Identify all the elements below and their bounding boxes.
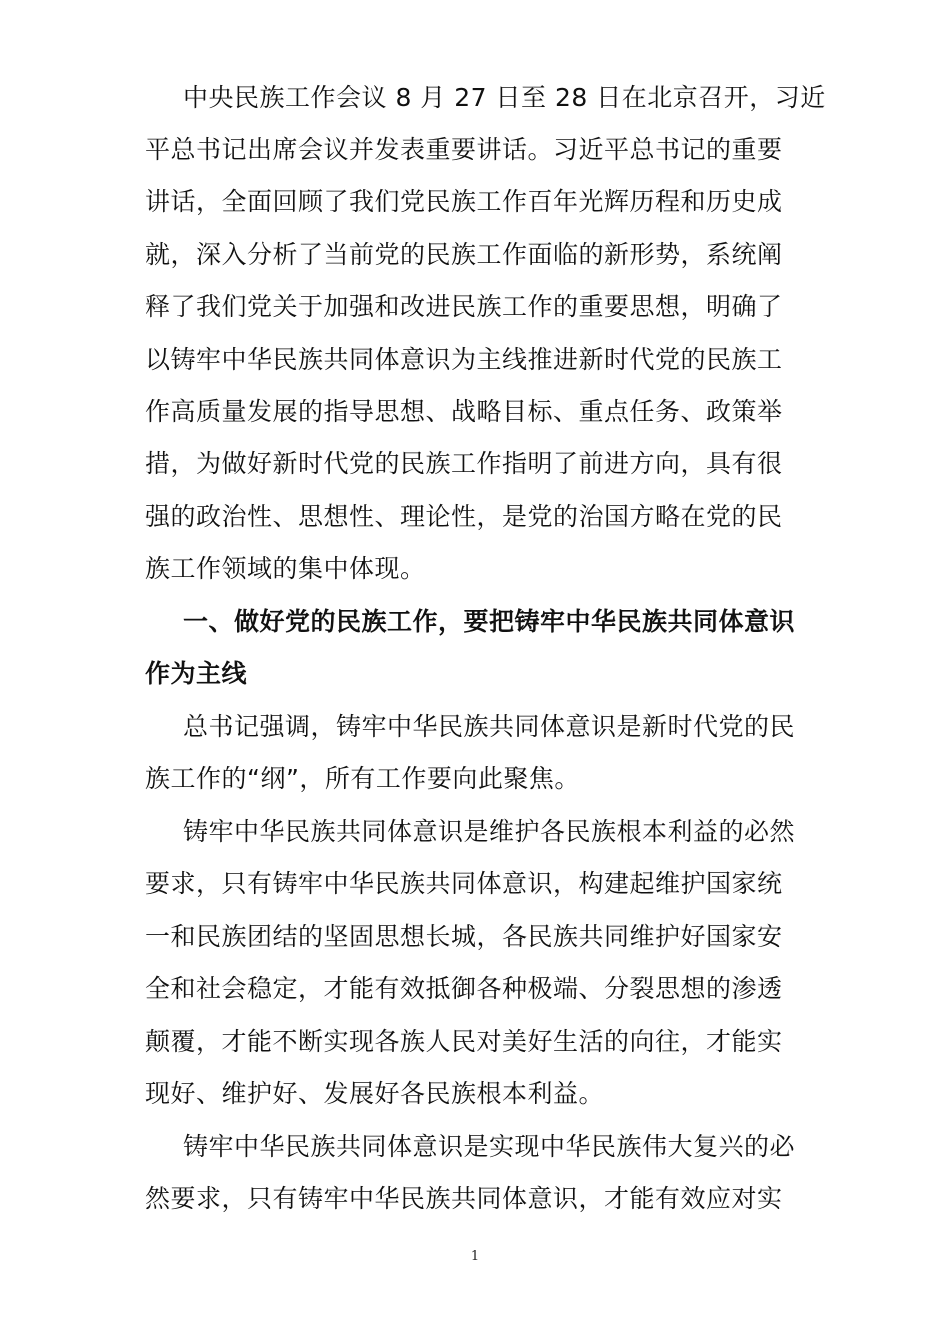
paragraph-line: 讲话，全面回顾了我们党民族工作百年光辉历程和历史成 <box>145 187 783 216</box>
paragraph-line: 平总书记出席会议并发表重要讲话。习近平总书记的重要 <box>145 135 783 164</box>
heading-line: 作为主线 <box>145 659 248 688</box>
heading-line: 一、做好党的民族工作，要把铸牢中华民族共同体意识 <box>183 607 796 636</box>
paragraph-line: 铸牢中华民族共同体意识是维护各民族根本利益的必然 <box>183 817 796 846</box>
paragraph-line: 以铸牢中华民族共同体意识为主线推进新时代党的民族工 <box>145 345 783 374</box>
paragraph-line: 要求，只有铸牢中华民族共同体意识，构建起维护国家统 <box>145 869 783 898</box>
paragraph-line: 然要求，只有铸牢中华民族共同体意识，才能有效应对实 <box>145 1184 783 1213</box>
paragraph-line: 现好、维护好、发展好各民族根本利益。 <box>145 1079 605 1108</box>
paragraph-line: 族工作的“纲”，所有工作要向此聚焦。 <box>145 764 580 793</box>
paragraph-line: 全和社会稳定，才能有效抵御各种极端、分裂思想的渗透 <box>145 974 783 1003</box>
paragraph-line: 颠覆，才能不断实现各族人民对美好生活的向往，才能实 <box>145 1027 783 1056</box>
paragraph-line: 强的政治性、思想性、理论性，是党的治国方略在党的民 <box>145 502 783 531</box>
paragraph-line: 中央民族工作会议 8 月 27 日至 28 日在北京召开，习近 <box>183 83 826 112</box>
paragraph-line: 一和民族团结的坚固思想长城，各民族共同维护好国家安 <box>145 922 783 951</box>
page-number: 1 <box>470 1249 480 1264</box>
paragraph-line: 释了我们党关于加强和改进民族工作的重要思想，明确了 <box>145 292 783 321</box>
paragraph-line: 措，为做好新时代党的民族工作指明了前进方向，具有很 <box>145 449 783 478</box>
paragraph-line: 就，深入分析了当前党的民族工作面临的新形势，系统阐 <box>145 240 783 269</box>
paragraph-line: 族工作领域的集中体现。 <box>145 554 426 583</box>
paragraph-line: 作高质量发展的指导思想、战略目标、重点任务、政策举 <box>145 397 783 426</box>
paragraph-line: 铸牢中华民族共同体意识是实现中华民族伟大复兴的必 <box>183 1132 796 1161</box>
paragraph-line: 总书记强调，铸牢中华民族共同体意识是新时代党的民 <box>183 712 796 741</box>
